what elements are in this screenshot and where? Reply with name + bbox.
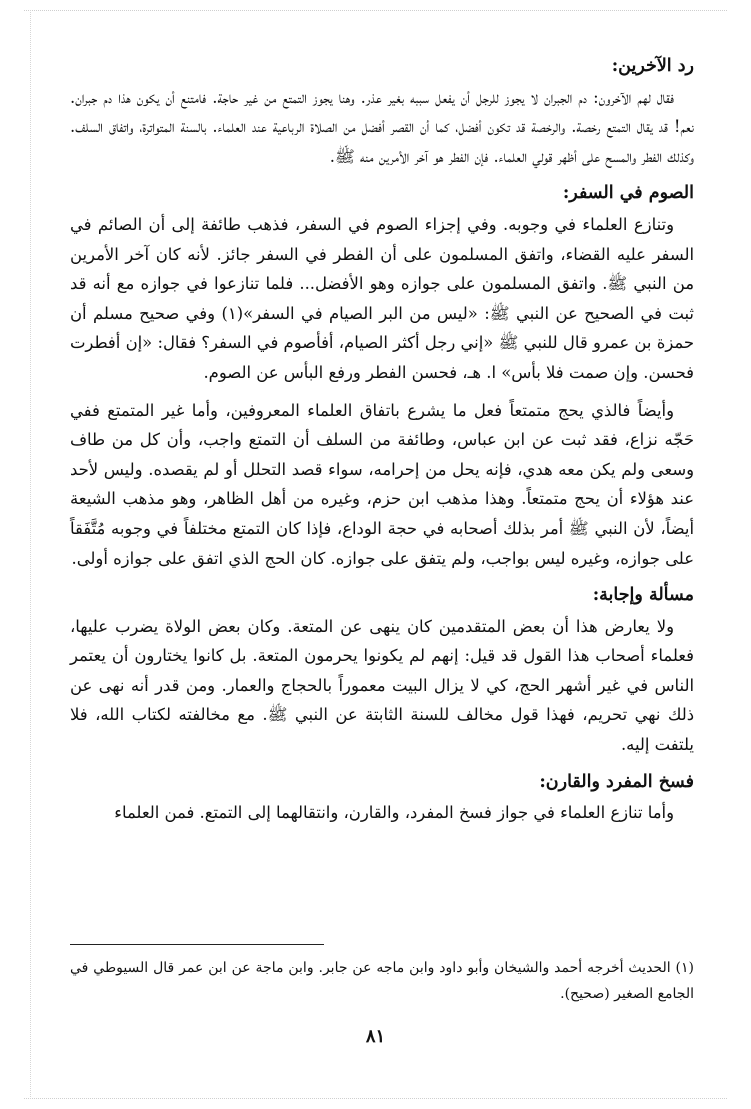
scan-edge-left — [30, 10, 31, 1099]
paragraph-others-reply: فقال لهم الآخرون: دم الجبران لا يجوز للرجل أن يفعل سببه بغير عذر. وهنا يجوز التمتع من غير حاجة. فامتنع أن يكون هذا دم جبران. نعم! قد يقال التمتع رخصة. والرخصة قد تكون أفضل، كما أن القصر أفضل من الصلاة الرباعية عند العلماء. بالسنة المتواترة، واتفاق السلف. وكذلك الفطر والمسح على أظهر قولي العلماء. فإن الفطر هو آخر الأمرين منه ﷺ. — [70, 87, 694, 166]
footnote — [70, 955, 694, 1007]
page-number: ٨١ — [365, 1026, 386, 1047]
main-text — [70, 48, 694, 836]
scan-edge-bottom — [24, 1098, 727, 1099]
footnote-text: (١) الحديث أخرجه أحمد والشيخان وأبو داود وابن ماجه عن جابر. وابن ماجة عن ابن عمر قال السيوطي في الجامع الصغير (صحيح). — [70, 960, 694, 1002]
section-heading-fasting-travel: الصوم في السفر: — [562, 183, 694, 204]
section-heading-question-answer: مسألة وإجابة: — [592, 585, 694, 606]
paragraph-faskh: وأما تنازع العلماء في جواز فسخ المفرد، والقارن، وانتقالهما إلى التمتع. فمن العلماء — [114, 803, 674, 823]
section-heading-others-reply: رد الآخرين: — [611, 56, 694, 76]
paragraph-tamattu: وأيضاً فالذي يحج متمتعاً فعل ما يشرع باتفاق العلماء المعروفين، وأما غير المتمتع ففي حَجّه نزاع، فقد ثبت عن ابن عباس، وطائفة من السلف أن التمتع واجب، وأن كل من طاف وسعى ولم يكن معه هدي، فإنه يحل من إحرامه، سواء قصد التحلل أو لم يقصده. وليس لأحد عند هؤلاء أن يحج متمتعاً. وهذا مذهب ابن حزم، وغيره من أهل الظاهر، وهو مذهب الشيعة أيضاً، لأن النبي ﷺ أمر بذلك أصحابه في حجة الوداع، فإذا كان التمتع مختلفاً في وجوبه مُتَّفَقاً على جوازه، وغيره ليس بواجب، ولم يتفق على جوازه. كان الحج الذي اتفق على جوازه أولى. — [70, 400, 694, 568]
paragraph-question-answer: ولا يعارض هذا أن بعض المتقدمين كان ينهى عن المتعة. وكان بعض الولاة يضرب عليها، فعلماء أصحاب هذا القول قد قيل: إنهم لم يكونوا يحرمون المتعة. بل كانوا يختارون أن يعتمر الناس في غير أشهر الحج، كي لا يزال البيت معموراً بالحجاج والعمار. ومن قدر أنه نهى عن ذلك نهي تحريم، فهذا قول مخالف للسنة الثابتة عن النبي ﷺ. مع مخالفته لكتاب الله، فلا يلتفت إليه. — [70, 616, 694, 755]
scan-edge-top — [24, 10, 727, 11]
paragraph-fasting-travel: وتنازع العلماء في وجوبه. وفي إجزاء الصوم في السفر، فذهب طائفة إلى أن الصائم في السفر عليه القضاء، واتفق المسلمون على أن الفطر في السفر جائز. لأنه كان آخر الأمرين من النبي ﷺ. واتفق المسلمون على جوازه وهو الأفضل... فلما تنازعوا في جوازه مع أنه قد ثبت في الصحيح عن النبي ﷺ: «ليس من البر الصيام في السفر»(١) وفي صحيح مسلم أن حمزة بن عمرو قال للنبي ﷺ «إني رجل أكثر الصيام، أفأصوم في السفر؟ فقال: «إن أفطرت فحسن. وإن صمت فلا بأس» ا. هـ، فحسن الفطر ورفع البأس عن الصوم. — [70, 214, 694, 382]
footnote-rule — [70, 944, 324, 945]
section-heading-faskh: فسخ المفرد والقارن: — [539, 771, 694, 792]
